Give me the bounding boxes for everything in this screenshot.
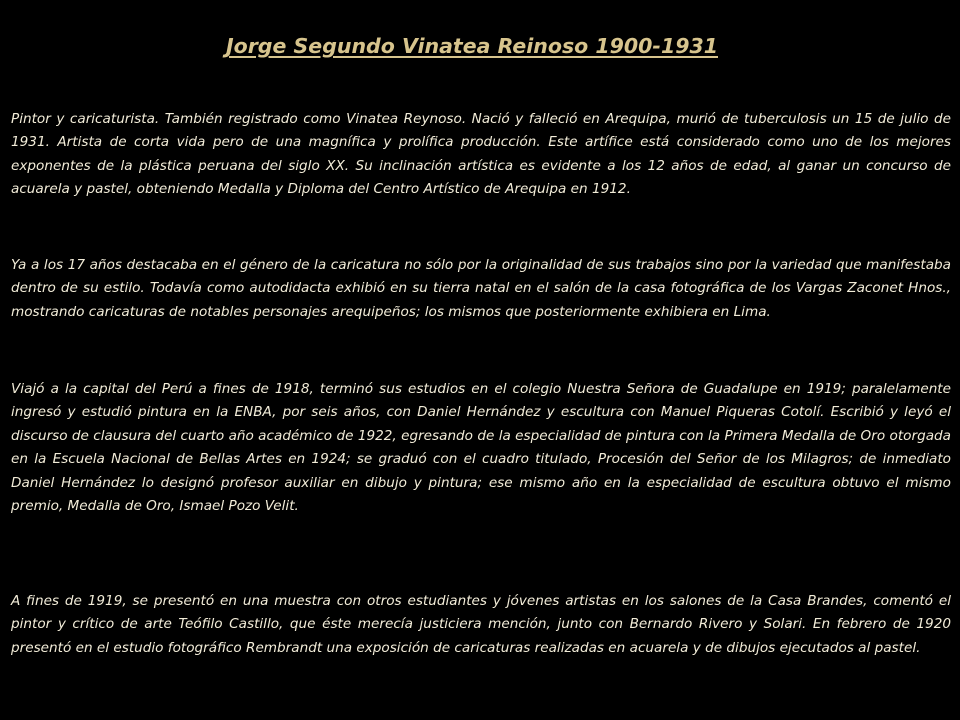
page-title: Jorge Segundo Vinatea Reinoso 1900-1931 xyxy=(225,34,718,58)
paragraph-lima-studies: Viajó a la capital del Perú a fines de 1918, terminó sus estudios en el colegio Nuestra Señora de Guadalupe en 1919; paralelamente ingresó y estudió pintura en la ENBA, por seis años, con Daniel Hernández y escultura con Manuel Piqueras Cotolí. Escribió y leyó el discurso de clausura del cuarto año académico de 1922, egresando de la especialidad de pintura con la Primera Medalla de Oro otorgada en la Escuela Nacional de Bellas Artes en 1924; se graduó con el cuadro titulado, Procesión del Señor de los Milagros; de inmediato Daniel Hernández lo designó profesor auxiliar en dibujo y pintura; ese mismo año en la especialidad de escultura obtuvo el mismo premio, Medalla de Oro, Ismael Pozo Velit. xyxy=(11,381,951,515)
paragraph-biography-intro: Pintor y caricaturista. También registrado como Vinatea Reynoso. Nació y falleció en Arequipa, murió de tuberculosis un 15 de julio de 1931. Artista de corta vida pero de una magnífica y prolífica producción. Este artífice está considerado como uno de los mejores exponentes de la plástica peruana del siglo XX. Su inclinación artística es evidente a los 12 años de edad, al ganar un concurso de acuarela y pastel, obteniendo Medalla y Diploma del Centro Artístico de Arequipa en 1912. xyxy=(11,111,951,198)
paragraph-exhibitions: A fines de 1919, se presentó en una muestra con otros estudiantes y jóvenes artistas en los salones de la Casa Brandes, comentó el pintor y crítico de arte Teófilo Castillo, que éste merecía justiciera mención, junto con Bernardo Rivero y Solari. En febrero de 1920 presentó en el estudio fotográfico Rembrandt una exposición de caricaturas realizadas en acuarela y de dibujos ejecutados al pastel. xyxy=(11,593,951,656)
paragraph-caricature-career: Ya a los 17 años destacaba en el género de la caricatura no sólo por la originalidad de sus trabajos sino por la variedad que manifestaba dentro de su estilo. Todavía como autodidacta exhibió en su tierra natal en el salón de la casa fotográfica de los Vargas Zaconet Hnos., mostrando caricaturas de notables personajes arequipeños; los mismos que posteriormente exhibiera en Lima. xyxy=(11,257,951,320)
